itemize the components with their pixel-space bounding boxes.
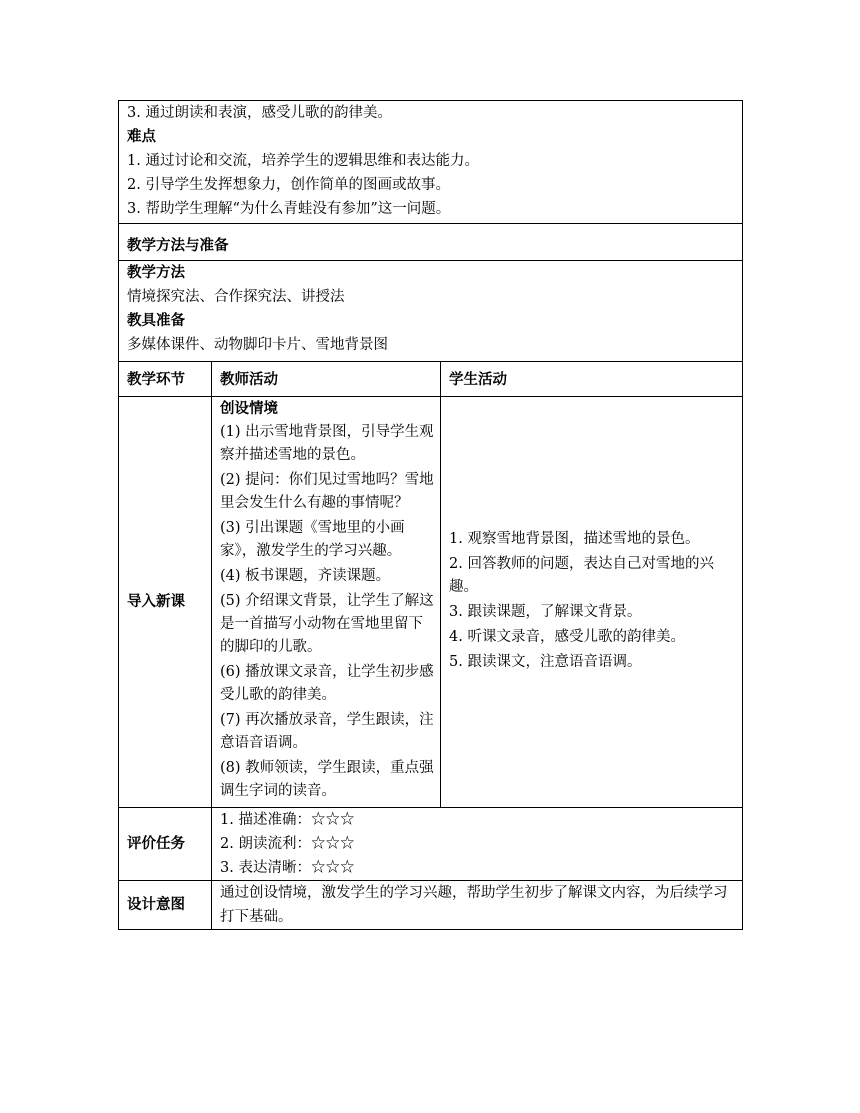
student-item-1: 1. 观察雪地背景图，描述雪地的景色。	[449, 531, 700, 547]
design-text: 通过创设情境，激发学生的学习兴趣，帮助学生初步了解课文内容，为后续学习打下基础。	[220, 885, 728, 925]
header-teacher: 教师活动	[220, 372, 278, 388]
difficulty-heading: 难点	[127, 129, 156, 145]
table-header-row	[119, 362, 743, 397]
student-item-4: 4. 听课文录音，感受儿歌的韵律美。	[449, 629, 685, 645]
method-heading: 教学方法	[127, 265, 185, 281]
methods-heading-row	[119, 224, 743, 261]
teacher-item-8: (8) 教师领读，学生跟读，重点强调生字词的读音。	[220, 760, 434, 799]
evaluation-item-2: 2. 朗读流利：☆☆☆	[220, 836, 355, 852]
objectives-row	[119, 101, 743, 224]
teacher-item-5: (5) 介绍课文背景，让学生了解这是一首描写小动物在雪地里留下的脚印的儿歌。	[220, 593, 434, 655]
methods-content-row	[119, 261, 743, 362]
method-text: 情境探究法、合作探究法、讲授法	[127, 289, 345, 305]
methods-section-title: 教学方法与准备	[127, 238, 229, 254]
header-student: 学生活动	[449, 372, 507, 388]
evaluation-row	[119, 808, 743, 881]
teacher-item-6: (6) 播放课文录音，让学生初步感受儿歌的韵律美。	[220, 664, 434, 703]
evaluation-item-1: 1. 描述准确：☆☆☆	[220, 812, 355, 828]
prep-text: 多媒体课件、动物脚印卡片、雪地背景图	[127, 337, 388, 353]
evaluation-item-3: 3. 表达清晰：☆☆☆	[220, 860, 355, 876]
student-item-2: 2. 回答教师的问题，表达自己对雪地的兴趣。	[449, 556, 714, 595]
design-row	[119, 881, 743, 930]
header-stage: 教学环节	[127, 372, 185, 388]
design-label: 设计意图	[127, 897, 185, 913]
difficulty-item-2: 2. 引导学生发挥想象力，创作简单的图画或故事。	[127, 177, 450, 193]
teacher-item-7: (7) 再次播放录音，学生跟读，注意语音语调。	[220, 712, 434, 751]
teacher-item-2: (2) 提问：你们见过雪地吗？雪地里会发生什么有趣的事情呢？	[220, 472, 434, 511]
objective-line-3: 3. 通过朗读和表演，感受儿歌的韵律美。	[127, 105, 392, 121]
student-item-5: 5. 跟读课文，注意语音语调。	[449, 654, 642, 670]
difficulty-item-1: 1. 通过讨论和交流，培养学生的逻辑思维和表达能力。	[127, 153, 479, 169]
teacher-item-1: (1) 出示雪地背景图，引导学生观察并描述雪地的景色。	[220, 424, 434, 463]
lesson-plan-page	[118, 100, 742, 930]
teacher-item-4: (4) 板书课题，齐读课题。	[220, 568, 391, 584]
teacher-activity-title: 创设情境	[220, 401, 278, 417]
teacher-item-3: (3) 引出课题《雪地里的小画家》，激发学生的学习兴趣。	[220, 520, 405, 559]
prep-heading: 教具准备	[127, 313, 185, 329]
intro-row	[119, 397, 743, 808]
difficulty-item-3: 3. 帮助学生理解“为什么青蛙没有参加”这一问题。	[127, 201, 451, 217]
evaluation-label: 评价任务	[127, 836, 185, 852]
lesson-plan-table	[118, 100, 743, 930]
student-item-3: 3. 跟读课题，了解课文背景。	[449, 604, 642, 620]
intro-stage-label: 导入新课	[127, 594, 185, 610]
